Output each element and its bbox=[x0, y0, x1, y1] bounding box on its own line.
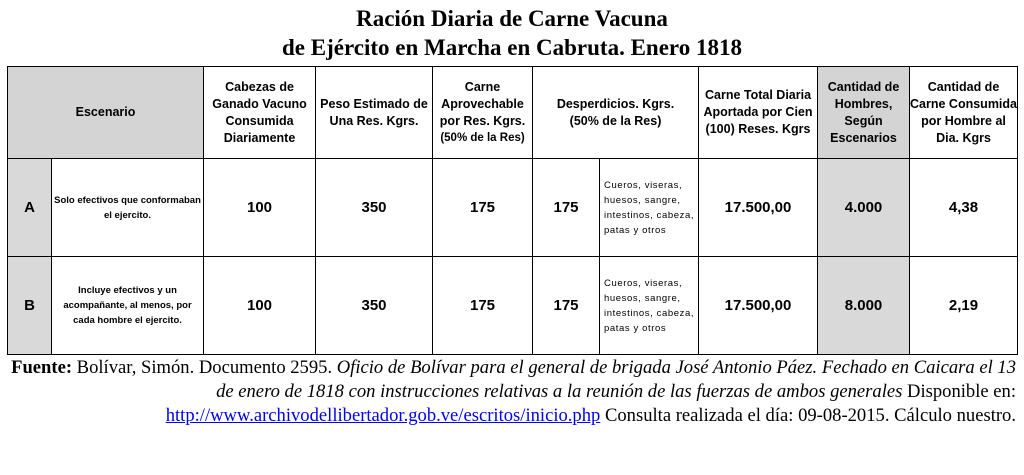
row-per-man: 2,19 bbox=[910, 257, 1018, 355]
header-meat bbox=[433, 67, 533, 159]
row-heads: 100 bbox=[204, 159, 316, 257]
row-waste-desc: Cueros, viseras, huesos, sangre, intestinos, cabeza, patas y otros bbox=[600, 257, 699, 355]
row-waste: 175 bbox=[533, 257, 600, 355]
row-waste-desc: Cueros, viseras, huesos, sangre, intestinos, cabeza, patas y otros bbox=[600, 159, 699, 257]
source-url-link[interactable]: http://www.archivodellibertador.gob.ve/escritos/inicio.php bbox=[165, 405, 601, 426]
table-row bbox=[8, 159, 1018, 257]
row-letter: B bbox=[8, 257, 52, 355]
header-total: Carne Total Diaria Aportada por Cien (100) Reses. Kgrs bbox=[699, 67, 818, 159]
ration-table bbox=[7, 66, 1018, 355]
header-row bbox=[8, 67, 1018, 159]
header-meat-sub: (50% de la Res) bbox=[440, 131, 525, 144]
row-heads: 100 bbox=[204, 257, 316, 355]
source-consulted: Consulta realizada el día: 09-08-2015. Cálculo nuestro. bbox=[600, 405, 1016, 426]
row-men: 4.000 bbox=[818, 159, 910, 257]
header-scenario: Escenario bbox=[8, 67, 204, 159]
row-meat: 175 bbox=[433, 257, 533, 355]
source-doc-title: Oficio de Bolívar para el general de brigada José Antonio Páez. Fechado en Caicara el 13 de enero de 1818 con instrucciones relativas a la reunión de las fuerzas de ambos generales bbox=[216, 357, 1016, 402]
row-per-man: 4,38 bbox=[910, 159, 1018, 257]
row-total: 17.500,00 bbox=[699, 257, 818, 355]
title-line-2: de Ejército en Marcha en Cabruta. Enero 1818 bbox=[282, 35, 742, 60]
source-label: Fuente: bbox=[11, 357, 73, 378]
source-author: Bolívar, Simón. Documento 2595. bbox=[72, 357, 337, 378]
header-waste-main: Desperdicios. Kgrs. bbox=[556, 96, 675, 111]
table-row bbox=[8, 257, 1018, 355]
row-weight: 350 bbox=[316, 159, 433, 257]
row-scenario: Incluye efectivos y un acompañante, al menos, por cada hombre el ejercito. bbox=[52, 257, 204, 355]
header-heads: Cabezas de Ganado Vacuno Consumida Diariamente bbox=[204, 67, 316, 159]
source-available: Disponible en: bbox=[902, 381, 1016, 402]
header-men: Cantidad de Hombres, Según Escenarios bbox=[818, 67, 910, 159]
header-waste-sub: (50% de la Res) bbox=[569, 113, 662, 128]
row-scenario: Solo efectivos que conformaban el ejercito. bbox=[52, 159, 204, 257]
document-title bbox=[0, 4, 1024, 62]
row-meat: 175 bbox=[433, 159, 533, 257]
title-line-1: Ración Diaria de Carne Vacuna bbox=[356, 6, 668, 31]
row-total: 17.500,00 bbox=[699, 159, 818, 257]
source-citation bbox=[4, 356, 1016, 428]
row-weight: 350 bbox=[316, 257, 433, 355]
header-weight: Peso Estimado de Una Res. Kgrs. bbox=[316, 67, 433, 159]
row-waste: 175 bbox=[533, 159, 600, 257]
row-letter: A bbox=[8, 159, 52, 257]
header-meat-main: Carne Aprovechable por Res. Kgrs. bbox=[439, 79, 526, 128]
header-per-man: Cantidad de Carne Consumida por Hombre al Dia. Kgrs bbox=[910, 67, 1018, 159]
row-men: 8.000 bbox=[818, 257, 910, 355]
header-waste bbox=[533, 67, 699, 159]
